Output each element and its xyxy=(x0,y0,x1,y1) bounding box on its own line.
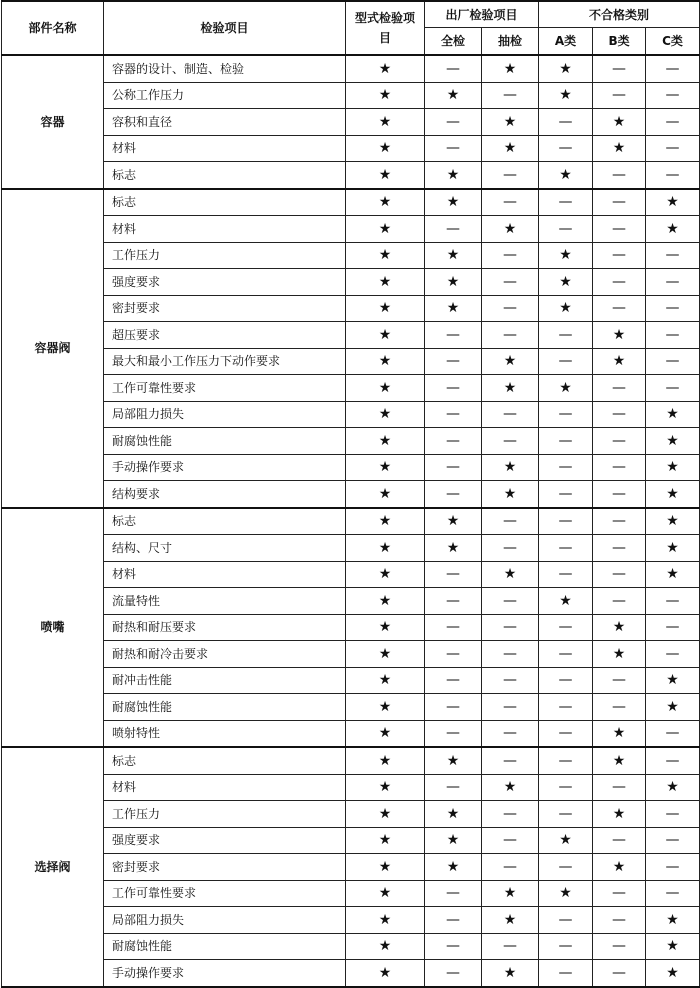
class-a-cell: — xyxy=(539,694,593,721)
type-test-cell: ★ xyxy=(346,907,425,934)
inspection-table xyxy=(1,0,700,988)
table-row xyxy=(2,561,700,588)
factory-sample-cell: ★ xyxy=(482,375,539,402)
class-b-cell: — xyxy=(593,774,646,801)
factory-full-cell: — xyxy=(425,720,482,747)
class-b-cell: — xyxy=(593,375,646,402)
factory-sample-cell: — xyxy=(482,614,539,641)
factory-sample-cell: — xyxy=(482,269,539,296)
type-test-cell: ★ xyxy=(346,854,425,881)
table-row xyxy=(2,55,700,82)
class-a-cell: — xyxy=(539,322,593,349)
inspection-item: 耐腐蚀性能 xyxy=(104,694,346,721)
table-row xyxy=(2,960,700,987)
factory-full-cell: — xyxy=(425,135,482,162)
inspection-item: 手动操作要求 xyxy=(104,454,346,481)
class-b-cell: — xyxy=(593,401,646,428)
class-c-cell: ★ xyxy=(646,428,700,455)
inspection-item: 局部阻力损失 xyxy=(104,907,346,934)
factory-full-cell: — xyxy=(425,614,482,641)
factory-full-cell: — xyxy=(425,55,482,82)
class-c-cell: ★ xyxy=(646,508,700,535)
table-row xyxy=(2,375,700,402)
factory-sample-cell: — xyxy=(482,189,539,216)
class-c-cell: ★ xyxy=(646,216,700,243)
class-b-cell: — xyxy=(593,880,646,907)
factory-sample-cell: — xyxy=(482,401,539,428)
factory-sample-cell: — xyxy=(482,322,539,349)
factory-full-cell: — xyxy=(425,667,482,694)
class-c-cell: ★ xyxy=(646,561,700,588)
table-row xyxy=(2,481,700,508)
class-a-cell: ★ xyxy=(539,82,593,109)
class-b-cell: — xyxy=(593,242,646,269)
class-c-cell: — xyxy=(646,109,700,136)
factory-full-cell: — xyxy=(425,109,482,136)
factory-full-cell: — xyxy=(425,774,482,801)
table-row xyxy=(2,641,700,668)
table-row xyxy=(2,854,700,881)
inspection-item: 容积和直径 xyxy=(104,109,346,136)
table-body xyxy=(2,55,700,987)
class-a-cell: — xyxy=(539,933,593,960)
class-b-cell: — xyxy=(593,82,646,109)
class-b-cell: ★ xyxy=(593,614,646,641)
table-row xyxy=(2,827,700,854)
table-row xyxy=(2,508,700,535)
inspection-item: 材料 xyxy=(104,774,346,801)
class-c-cell: — xyxy=(646,295,700,322)
table-row xyxy=(2,162,700,189)
class-c-cell: — xyxy=(646,348,700,375)
type-test-cell: ★ xyxy=(346,454,425,481)
class-b-cell: — xyxy=(593,481,646,508)
factory-sample-cell: — xyxy=(482,508,539,535)
type-test-cell: ★ xyxy=(346,135,425,162)
class-b-cell: ★ xyxy=(593,348,646,375)
table-row xyxy=(2,242,700,269)
class-c-cell: — xyxy=(646,322,700,349)
class-a-cell: — xyxy=(539,428,593,455)
inspection-item: 流量特性 xyxy=(104,588,346,615)
factory-sample-cell: — xyxy=(482,535,539,562)
class-c-cell: — xyxy=(646,375,700,402)
type-test-cell: ★ xyxy=(346,960,425,987)
inspection-item: 公称工作压力 xyxy=(104,82,346,109)
class-a-cell: ★ xyxy=(539,827,593,854)
type-test-cell: ★ xyxy=(346,242,425,269)
factory-sample-cell: — xyxy=(482,162,539,189)
type-test-cell: ★ xyxy=(346,720,425,747)
table-row xyxy=(2,295,700,322)
factory-full-cell: — xyxy=(425,880,482,907)
class-c-cell: — xyxy=(646,588,700,615)
factory-full-cell: ★ xyxy=(425,827,482,854)
inspection-item: 局部阻力损失 xyxy=(104,401,346,428)
factory-sample-cell: ★ xyxy=(482,907,539,934)
class-b-cell: — xyxy=(593,508,646,535)
factory-full-cell: ★ xyxy=(425,801,482,828)
class-a-cell: — xyxy=(539,508,593,535)
class-a-cell: — xyxy=(539,348,593,375)
class-a-cell: — xyxy=(539,854,593,881)
class-c-cell: ★ xyxy=(646,907,700,934)
table-row xyxy=(2,694,700,721)
table-row xyxy=(2,588,700,615)
table-row xyxy=(2,774,700,801)
class-c-cell: — xyxy=(646,135,700,162)
class-a-cell: — xyxy=(539,774,593,801)
factory-full-cell: ★ xyxy=(425,508,482,535)
table-row xyxy=(2,322,700,349)
factory-sample-cell: ★ xyxy=(482,481,539,508)
type-test-cell: ★ xyxy=(346,348,425,375)
factory-full-cell: ★ xyxy=(425,82,482,109)
type-test-cell: ★ xyxy=(346,667,425,694)
type-test-cell: ★ xyxy=(346,269,425,296)
inspection-item: 超压要求 xyxy=(104,322,346,349)
inspection-item: 最大和最小工作压力下动作要求 xyxy=(104,348,346,375)
header-type-test-label: 型式检验项目 xyxy=(355,11,416,45)
table-row xyxy=(2,933,700,960)
class-b-cell: — xyxy=(593,588,646,615)
class-a-cell: — xyxy=(539,667,593,694)
inspection-item: 喷射特性 xyxy=(104,720,346,747)
factory-sample-cell: — xyxy=(482,827,539,854)
header-item: 检验项目 xyxy=(104,1,346,55)
factory-sample-cell: ★ xyxy=(482,135,539,162)
class-b-cell: — xyxy=(593,933,646,960)
class-a-cell: — xyxy=(539,135,593,162)
inspection-item: 结构、尺寸 xyxy=(104,535,346,562)
type-test-cell: ★ xyxy=(346,801,425,828)
factory-full-cell: — xyxy=(425,401,482,428)
table-row xyxy=(2,348,700,375)
table-row xyxy=(2,82,700,109)
factory-full-cell: ★ xyxy=(425,854,482,881)
type-test-cell: ★ xyxy=(346,933,425,960)
factory-full-cell: — xyxy=(425,216,482,243)
factory-sample-cell: — xyxy=(482,933,539,960)
factory-full-cell: ★ xyxy=(425,189,482,216)
type-test-cell: ★ xyxy=(346,747,425,774)
class-a-cell: — xyxy=(539,641,593,668)
class-b-cell: — xyxy=(593,535,646,562)
class-c-cell: ★ xyxy=(646,667,700,694)
class-a-cell: ★ xyxy=(539,880,593,907)
factory-full-cell: ★ xyxy=(425,747,482,774)
header-type-test xyxy=(346,1,425,55)
inspection-item: 标志 xyxy=(104,189,346,216)
class-c-cell: — xyxy=(646,641,700,668)
class-a-cell: — xyxy=(539,801,593,828)
table-row xyxy=(2,907,700,934)
factory-sample-cell: ★ xyxy=(482,880,539,907)
table-row xyxy=(2,189,700,216)
class-b-cell: — xyxy=(593,694,646,721)
class-c-cell: ★ xyxy=(646,535,700,562)
class-c-cell: ★ xyxy=(646,774,700,801)
inspection-item: 材料 xyxy=(104,216,346,243)
table-row xyxy=(2,428,700,455)
class-c-cell: ★ xyxy=(646,189,700,216)
type-test-cell: ★ xyxy=(346,189,425,216)
class-a-cell: — xyxy=(539,535,593,562)
class-b-cell: ★ xyxy=(593,854,646,881)
class-c-cell: — xyxy=(646,82,700,109)
type-test-cell: ★ xyxy=(346,428,425,455)
class-a-cell: — xyxy=(539,907,593,934)
factory-full-cell: ★ xyxy=(425,269,482,296)
class-c-cell: ★ xyxy=(646,481,700,508)
class-b-cell: — xyxy=(593,960,646,987)
inspection-item: 耐热和耐冷击要求 xyxy=(104,641,346,668)
class-a-cell: ★ xyxy=(539,375,593,402)
table-row xyxy=(2,454,700,481)
table-row xyxy=(2,401,700,428)
inspection-item: 容器的设计、制造、检验 xyxy=(104,55,346,82)
factory-full-cell: — xyxy=(425,322,482,349)
factory-full-cell: — xyxy=(425,481,482,508)
factory-sample-cell: — xyxy=(482,694,539,721)
part-name: 容器 xyxy=(2,55,104,189)
class-c-cell: ★ xyxy=(646,454,700,481)
factory-full-cell: ★ xyxy=(425,535,482,562)
factory-sample-cell: — xyxy=(482,720,539,747)
inspection-item: 标志 xyxy=(104,162,346,189)
class-c-cell: — xyxy=(646,827,700,854)
factory-sample-cell: — xyxy=(482,747,539,774)
factory-sample-cell: ★ xyxy=(482,55,539,82)
type-test-cell: ★ xyxy=(346,694,425,721)
factory-full-cell: — xyxy=(425,933,482,960)
class-a-cell: — xyxy=(539,720,593,747)
class-a-cell: — xyxy=(539,109,593,136)
inspection-item: 强度要求 xyxy=(104,827,346,854)
class-c-cell: — xyxy=(646,162,700,189)
class-b-cell: ★ xyxy=(593,109,646,136)
class-b-cell: — xyxy=(593,907,646,934)
class-b-cell: — xyxy=(593,269,646,296)
table-row xyxy=(2,720,700,747)
factory-sample-cell: — xyxy=(482,242,539,269)
table-row xyxy=(2,216,700,243)
inspection-item: 材料 xyxy=(104,561,346,588)
factory-full-cell: — xyxy=(425,454,482,481)
table-row xyxy=(2,747,700,774)
class-b-cell: — xyxy=(593,295,646,322)
class-c-cell: — xyxy=(646,720,700,747)
class-a-cell: — xyxy=(539,216,593,243)
class-a-cell: — xyxy=(539,561,593,588)
class-c-cell: ★ xyxy=(646,960,700,987)
header-part: 部件名称 xyxy=(2,1,104,55)
class-b-cell: — xyxy=(593,667,646,694)
factory-sample-cell: — xyxy=(482,854,539,881)
class-c-cell: — xyxy=(646,55,700,82)
class-a-cell: ★ xyxy=(539,269,593,296)
class-c-cell: ★ xyxy=(646,694,700,721)
header-class-a: A类 xyxy=(539,28,593,56)
part-name: 喷嘴 xyxy=(2,508,104,748)
table-row xyxy=(2,801,700,828)
header-factory-sample: 抽检 xyxy=(482,28,539,56)
class-a-cell: ★ xyxy=(539,588,593,615)
class-b-cell: ★ xyxy=(593,135,646,162)
factory-full-cell: — xyxy=(425,694,482,721)
table-row xyxy=(2,109,700,136)
class-a-cell: ★ xyxy=(539,242,593,269)
table-row xyxy=(2,614,700,641)
header-class-c: C类 xyxy=(646,28,700,56)
class-b-cell: ★ xyxy=(593,322,646,349)
class-c-cell: — xyxy=(646,801,700,828)
class-a-cell: — xyxy=(539,481,593,508)
class-c-cell: ★ xyxy=(646,933,700,960)
type-test-cell: ★ xyxy=(346,614,425,641)
class-b-cell: — xyxy=(593,561,646,588)
factory-sample-cell: ★ xyxy=(482,454,539,481)
type-test-cell: ★ xyxy=(346,55,425,82)
class-a-cell: ★ xyxy=(539,162,593,189)
class-b-cell: — xyxy=(593,162,646,189)
class-b-cell: — xyxy=(593,189,646,216)
class-c-cell: — xyxy=(646,747,700,774)
type-test-cell: ★ xyxy=(346,109,425,136)
class-b-cell: — xyxy=(593,454,646,481)
inspection-item: 耐腐蚀性能 xyxy=(104,428,346,455)
factory-sample-cell: — xyxy=(482,801,539,828)
class-b-cell: — xyxy=(593,428,646,455)
type-test-cell: ★ xyxy=(346,295,425,322)
factory-sample-cell: ★ xyxy=(482,774,539,801)
factory-full-cell: — xyxy=(425,960,482,987)
type-test-cell: ★ xyxy=(346,827,425,854)
factory-full-cell: ★ xyxy=(425,162,482,189)
class-a-cell: — xyxy=(539,747,593,774)
header-row-1 xyxy=(2,1,700,28)
class-a-cell: — xyxy=(539,189,593,216)
class-b-cell: ★ xyxy=(593,641,646,668)
class-a-cell: — xyxy=(539,454,593,481)
factory-sample-cell: ★ xyxy=(482,109,539,136)
type-test-cell: ★ xyxy=(346,535,425,562)
table-row xyxy=(2,880,700,907)
inspection-item: 强度要求 xyxy=(104,269,346,296)
part-name: 选择阀 xyxy=(2,747,104,987)
header-factory-full: 全检 xyxy=(425,28,482,56)
type-test-cell: ★ xyxy=(346,508,425,535)
class-c-cell: ★ xyxy=(646,401,700,428)
factory-sample-cell: — xyxy=(482,588,539,615)
type-test-cell: ★ xyxy=(346,162,425,189)
inspection-item: 工作压力 xyxy=(104,242,346,269)
type-test-cell: ★ xyxy=(346,401,425,428)
class-c-cell: — xyxy=(646,854,700,881)
factory-full-cell: — xyxy=(425,428,482,455)
class-a-cell: — xyxy=(539,960,593,987)
factory-sample-cell: — xyxy=(482,428,539,455)
type-test-cell: ★ xyxy=(346,561,425,588)
type-test-cell: ★ xyxy=(346,880,425,907)
factory-full-cell: ★ xyxy=(425,295,482,322)
inspection-item: 工作可靠性要求 xyxy=(104,880,346,907)
factory-sample-cell: ★ xyxy=(482,960,539,987)
class-a-cell: — xyxy=(539,614,593,641)
class-a-cell: ★ xyxy=(539,295,593,322)
class-b-cell: — xyxy=(593,55,646,82)
part-name: 容器阀 xyxy=(2,189,104,508)
class-b-cell: ★ xyxy=(593,801,646,828)
class-c-cell: — xyxy=(646,880,700,907)
inspection-item: 工作压力 xyxy=(104,801,346,828)
class-b-cell: — xyxy=(593,216,646,243)
factory-full-cell: — xyxy=(425,348,482,375)
header-factory: 出厂检验项目 xyxy=(425,1,539,28)
type-test-cell: ★ xyxy=(346,216,425,243)
factory-sample-cell: — xyxy=(482,667,539,694)
type-test-cell: ★ xyxy=(346,774,425,801)
table-row xyxy=(2,535,700,562)
inspection-item: 手动操作要求 xyxy=(104,960,346,987)
inspection-item: 标志 xyxy=(104,747,346,774)
class-b-cell: ★ xyxy=(593,720,646,747)
class-a-cell: ★ xyxy=(539,55,593,82)
class-b-cell: ★ xyxy=(593,747,646,774)
class-b-cell: — xyxy=(593,827,646,854)
type-test-cell: ★ xyxy=(346,322,425,349)
factory-full-cell: ★ xyxy=(425,242,482,269)
factory-sample-cell: ★ xyxy=(482,216,539,243)
inspection-item: 耐热和耐压要求 xyxy=(104,614,346,641)
inspection-item: 标志 xyxy=(104,508,346,535)
header-class-b: B类 xyxy=(593,28,646,56)
inspection-item: 耐冲击性能 xyxy=(104,667,346,694)
type-test-cell: ★ xyxy=(346,641,425,668)
inspection-item: 材料 xyxy=(104,135,346,162)
header-nonconformity: 不合格类别 xyxy=(539,1,700,28)
type-test-cell: ★ xyxy=(346,588,425,615)
class-c-cell: — xyxy=(646,614,700,641)
factory-sample-cell: — xyxy=(482,82,539,109)
inspection-item: 工作可靠性要求 xyxy=(104,375,346,402)
factory-sample-cell: — xyxy=(482,641,539,668)
table-row xyxy=(2,135,700,162)
factory-full-cell: — xyxy=(425,641,482,668)
inspection-item: 密封要求 xyxy=(104,295,346,322)
class-c-cell: — xyxy=(646,269,700,296)
factory-full-cell: — xyxy=(425,375,482,402)
inspection-item: 密封要求 xyxy=(104,854,346,881)
class-a-cell: — xyxy=(539,401,593,428)
type-test-cell: ★ xyxy=(346,481,425,508)
factory-sample-cell: ★ xyxy=(482,561,539,588)
factory-full-cell: — xyxy=(425,907,482,934)
table-row xyxy=(2,269,700,296)
factory-full-cell: — xyxy=(425,588,482,615)
factory-sample-cell: — xyxy=(482,295,539,322)
class-c-cell: — xyxy=(646,242,700,269)
inspection-item: 结构要求 xyxy=(104,481,346,508)
inspection-item: 耐腐蚀性能 xyxy=(104,933,346,960)
type-test-cell: ★ xyxy=(346,375,425,402)
factory-sample-cell: ★ xyxy=(482,348,539,375)
type-test-cell: ★ xyxy=(346,82,425,109)
factory-full-cell: — xyxy=(425,561,482,588)
table-row xyxy=(2,667,700,694)
